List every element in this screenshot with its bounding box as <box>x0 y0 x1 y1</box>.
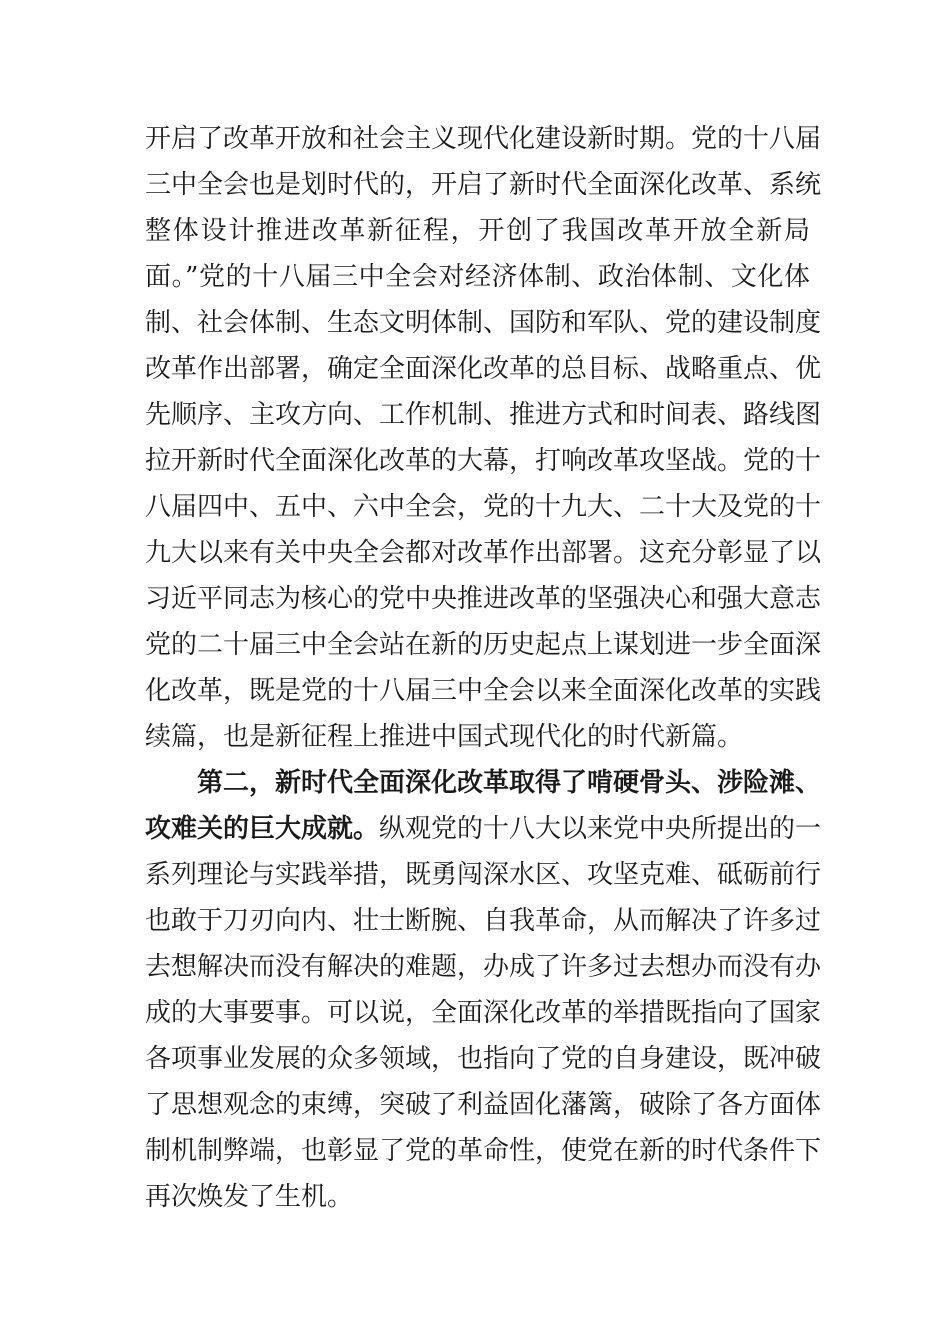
body-text <box>145 116 822 1220</box>
text-line: 习近平同志为核心的党中央推进改革的坚强决心和强大意志 <box>145 584 822 614</box>
text-fragment: 纵观党的十八大以来党中央所提出的一 <box>379 814 822 844</box>
text-line: 化改革，既是党的十八届三中全会以来全面深化改革的实践 <box>145 676 822 706</box>
text-line: 整体设计推进改革新征程，开创了我国改革开放全新局 <box>145 216 810 246</box>
text-line: 面。”党的十八届三中全会对经济体制、政治体制、文化体 <box>145 262 810 292</box>
text-line-mixed <box>145 806 822 852</box>
text-line: 去想解决而没有解决的难题，办成了许多过去想办而没有办 <box>145 952 822 982</box>
text-line: 先顺序、主攻方向、工作机制、推进方式和时间表、路线图 <box>145 400 822 430</box>
text-line: 制机制弊端，也彰显了党的革命性，使党在新的时代条件下 <box>145 1136 822 1166</box>
text-line: 八届四中、五中、六中全会，党的十九大、二十大及党的十 <box>145 492 822 522</box>
paragraph-heading-end: 攻难关的巨大成就。 <box>145 814 380 844</box>
paragraph-2 <box>145 760 822 1220</box>
text-line: 成的大事要事。可以说，全面深化改革的举措既指向了国家 <box>145 998 822 1028</box>
text-line: 各项事业发展的众多领域，也指向了党的自身建设，既冲破 <box>145 1044 822 1074</box>
text-line: 改革作出部署，确定全面深化改革的总目标、战略重点、优 <box>145 354 822 384</box>
paragraph-heading-line: 第二，新时代全面深化改革取得了啃硬骨头、涉险滩、 <box>197 768 822 798</box>
text-line: 拉开新时代全面深化改革的大幕，打响改革攻坚战。党的十 <box>145 446 822 476</box>
text-line: 再次焕发了生机。 <box>145 1182 354 1212</box>
text-line: 系列理论与实践举措，既勇闯深水区、攻坚克难、砥砺前行 <box>145 860 822 890</box>
paragraph-1 <box>145 116 822 760</box>
text-line: 续篇，也是新征程上推进中国式现代化的时代新篇。 <box>145 722 744 752</box>
text-line: 制、社会体制、生态文明体制、国防和军队、党的建设制度 <box>145 308 822 338</box>
text-line: 三中全会也是划时代的，开启了新时代全面深化改革、系统 <box>145 170 822 200</box>
text-line: 党的二十届三中全会站在新的历史起点上谋划进一步全面深 <box>145 630 822 660</box>
text-line: 也敢于刀刃向内、壮士断腕、自我革命，从而解决了许多过 <box>145 906 822 936</box>
text-line: 了思想观念的束缚，突破了利益固化藩篱，破除了各方面体 <box>145 1090 822 1120</box>
text-line: 九大以来有关中央全会都对改革作出部署。这充分彰显了以 <box>145 538 822 568</box>
text-line: 开启了改革开放和社会主义现代化建设新时期。党的十八届 <box>145 124 822 154</box>
